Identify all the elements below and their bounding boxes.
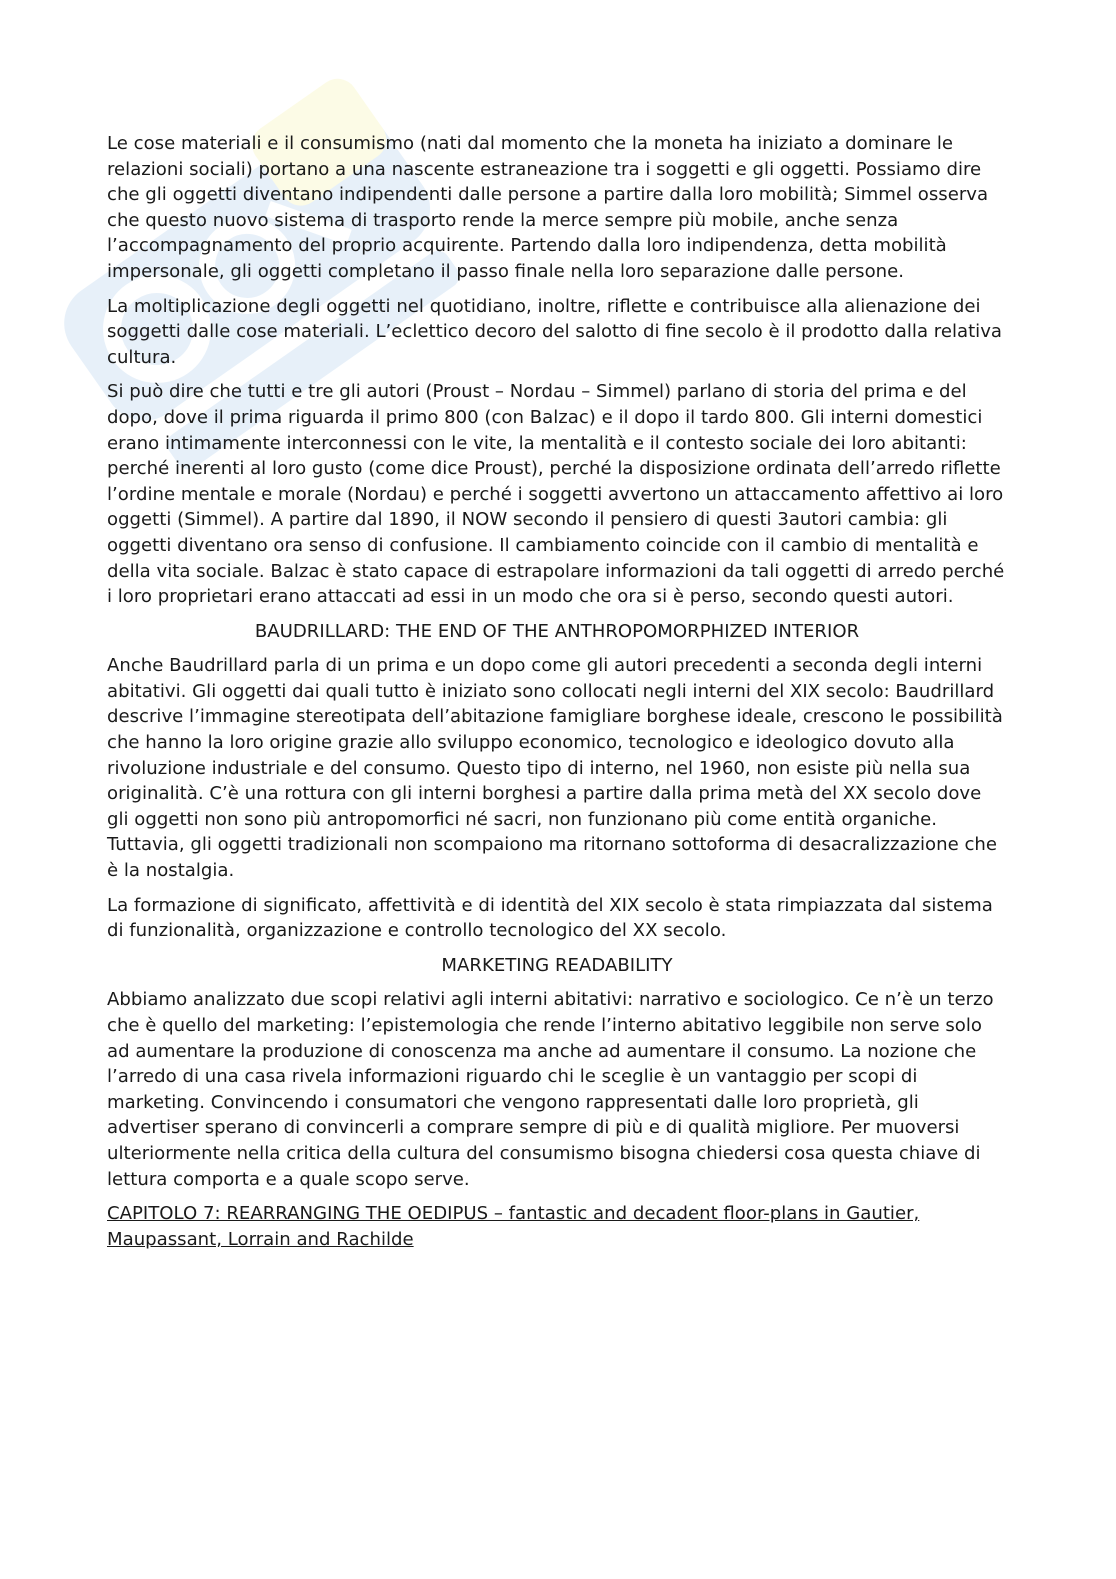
paragraph-multiplication: La moltiplicazione degli oggetti nel quotidiano, inoltre, riflette e contribuisce alla alienazione dei soggetti dalle cose materiali. L’eclettico decoro del salotto di fine secolo è il prodotto dalla relativa cultura. [107,295,1002,368]
paragraph-marketing: Abbiamo analizzato due scopi relativi agli interni abitativi: narrativo e sociologico. Ce n’è un terzo che è quello del marketing: l’epistemologia che rende l’interno abitativo leggibile non serve solo ad aumentare la produzione di conoscenza ma anche ad aumentare il consumo. La nozione che l’arredo di una casa rivela informazioni riguardo chi le sceglie è un vantaggio per scopi di marketing. Convincendo i consumatori che vengono rappresentati dalle loro proprietà, gli advertiser sperano di convincerli a comprare sempre di più e di qualità migliore. Per muoversi ulteriormente nella critica della cultura del consumismo bisogna chiedersi cosa questa chiave di lettura comporta e a quale scopo serve. [107,989,994,1190]
heading-marketing: MARKETING READABILITY [441,954,673,976]
heading-baudrillard: BAUDRILLARD: THE END OF THE ANTHROPOMORPHIZED INTERIOR [254,620,860,642]
document-page [107,131,1007,1252]
paragraph-baudrillard: Anche Baudrillard parla di un prima e un dopo come gli autori precedenti a seconda degli interni abitativi. Gli oggetti dai quali tutto è iniziato sono collocati negli interni del XIX secolo: Baudrillard descrive l’immagine stereotipata dell’abitazione famigliare borghese ideale, crescono le possibilità che hanno la loro origine grazie allo sviluppo economico, tecnologico e ideologico dovuto alla rivoluzione industriale e del consumo. Questo tipo di interno, nel 1960, non esiste più nella sua originalità. C’è una rottura con gli interni borghesi a partire dalla prima metà del XX secolo dove gli oggetti non sono più antropomorfici né sacri, non funzionano più come entità organiche. Tuttavia, gli oggetti tradizionali non scompaiono ma ritornano sottoforma di desacralizzazione che è la nostalgia. [107,655,1003,882]
paragraph-consumerism: Le cose materiali e il consumismo (nati dal momento che la moneta ha iniziato a dominare le relazioni sociali) portano a una nascente estraneazione tra i soggetti e gli oggetti. Possiamo dire che gli oggetti diventano indipendenti dalle persone a partire dalla loro mobilità; Simmel osserva che questo nuovo sistema di trasporto rende la merce sempre più mobile, anche senza l’accompagnamento del proprio acquirente. Partendo dalla loro indipendenza, detta mobilità impersonale, gli oggetti completano il passo finale nella loro separazione dalle persone. [107,133,989,282]
paragraph-authors: Si può dire che tutti e tre gli autori (Proust – Nordau – Simmel) parlano di storia del prima e del dopo, dove il prima riguarda il primo 800 (con Balzac) e il dopo il tardo 800. Gli interni domestici erano intimamente interconnessi con le vite, la mentalità e il contesto sociale dei loro abitanti: perché inerenti al loro gusto (come dice Proust), perché la disposizione ordinata dell’arredo riflette l’ordine mentale e morale (Nordau) e perché i soggetti avvertono un attaccamento affettivo ai loro oggetti (Simmel). A partire dal 1890, il NOW secondo il pensiero di questi 3autori cambia: gli oggetti diventano ora senso di confusione. Il cambiamento coincide con il cambio di mentalità e della vita sociale. Balzac è stato capace di estrapolare informazioni da tali oggetti di arredo perché i loro proprietari erano attaccati ad essi in un modo che ora si è perso, secondo questi autori. [107,381,1005,608]
chapter-heading: CAPITOLO 7: REARRANGING THE OEDIPUS – fantastic and decadent floor-plans in Gautier, Maupassant, Lorrain and Rachilde [107,1203,920,1250]
paragraph-formation: La formazione di significato, affettività e di identità del XIX secolo è stata rimpiazzata dal sistema di funzionalità, organizzazione e controllo tecnologico del XX secolo. [107,894,993,942]
